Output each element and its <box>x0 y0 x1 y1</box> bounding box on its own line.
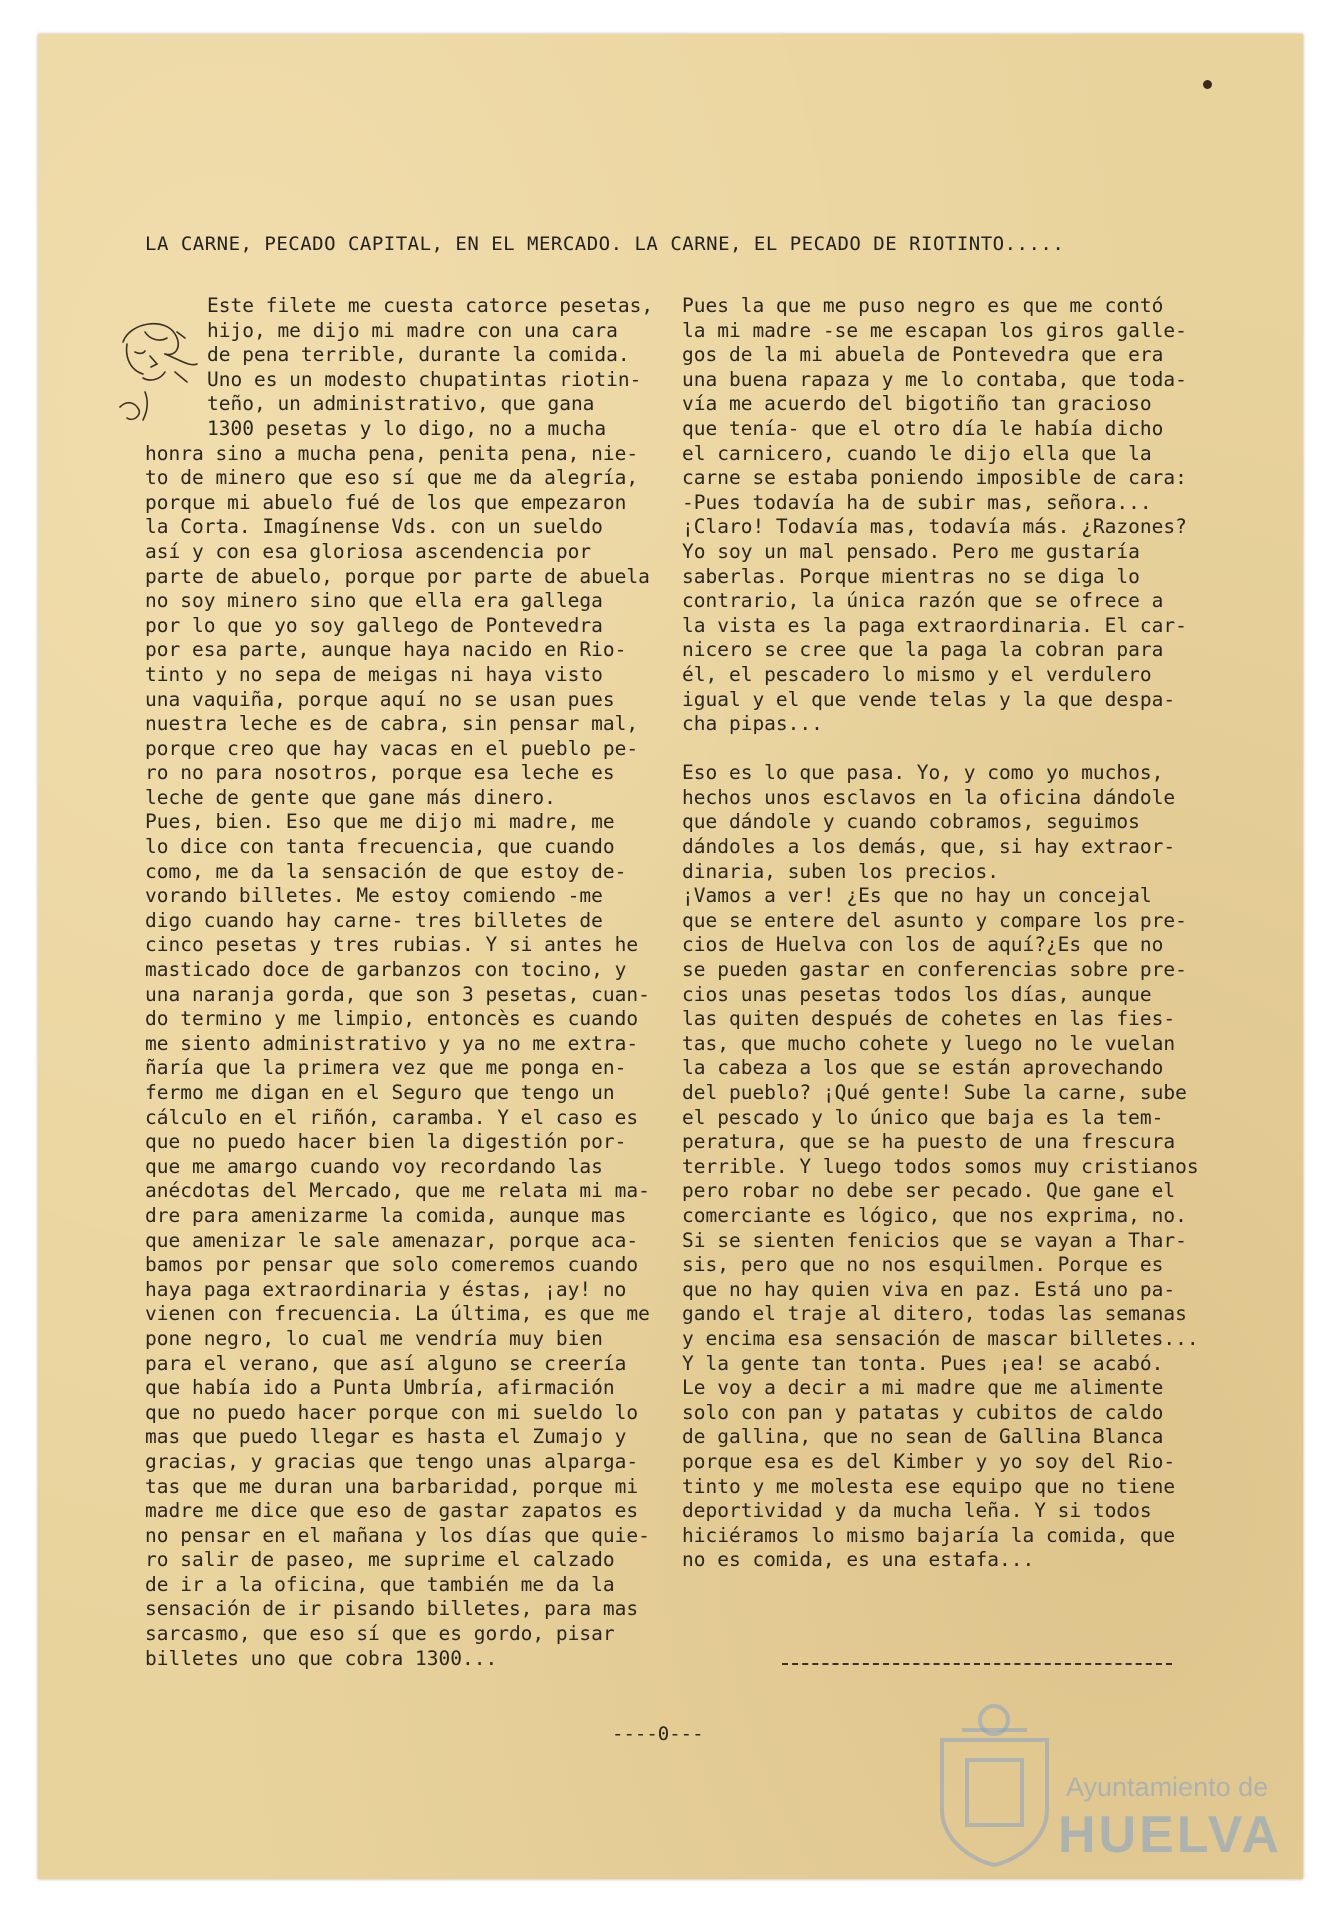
text-line: dre para amenizarme la comida, aunque mas <box>145 1203 627 1227</box>
text-line: que tenía- que el otro día le había dicho <box>682 416 1164 440</box>
article-title: LA CARNE, PECADO CAPITAL, EN EL MERCADO. LA CARNE, EL PECADO DE RIOTINTO..... <box>145 233 1065 255</box>
text-line: cha pipas... <box>682 712 823 736</box>
text-line: Eso es lo que pasa. Yo, y como yo muchos, <box>682 761 1164 785</box>
text-line: que había ido a Punta Umbría, afirmación <box>145 1376 615 1400</box>
text-line: Le voy a decir a mi madre que me alimente <box>682 1376 1164 1400</box>
text-line: Pues la que me puso negro es que me contó <box>682 294 1164 317</box>
watermark-line2: HUELVA <box>1058 1806 1283 1864</box>
text-line: hechos unos esclavos en la oficina dándole <box>682 785 1176 809</box>
text-line: cios unas pesetas todos los días, aunque <box>682 982 1152 1006</box>
right-column <box>682 294 1199 1573</box>
text-line: el pescado y lo único que baja es la tem- <box>682 1105 1164 1129</box>
text-line: él, el pescadero lo mismo y el verdulero <box>682 662 1152 686</box>
text-line: teño, un administrativo, que gana <box>207 392 595 416</box>
text-line: que no puedo hacer bien la digestión por- <box>145 1130 627 1154</box>
text-line: que se entere del asunto y compare los pre- <box>682 908 1187 932</box>
text-line: para el verano, que así alguno se creería <box>145 1351 627 1375</box>
text-line: igual y el que vende telas y la que despa- <box>682 687 1176 711</box>
text-line: -Pues todavía ha de subir mas, señora... <box>682 490 1152 514</box>
text-line: terrible. Y luego todos somos muy cristianos <box>682 1154 1199 1178</box>
left-column <box>145 294 653 1671</box>
text-line: tinto y no sepa de meigas ni haya visto <box>145 662 603 686</box>
text-line: ñaría que la primera vez que me ponga en- <box>145 1056 627 1080</box>
text-line: pero robar no debe ser pecado. Que gane el <box>682 1179 1176 1203</box>
text-line: gando el traje al ditero, todas las semanas <box>682 1302 1187 1326</box>
text-line: to de minero que eso sí que me da alegría, <box>145 466 639 490</box>
text-line: digo cuando hay carne- tres billetes de <box>145 908 603 932</box>
text-line: Y la gente tan tonta. Pues ¡ea! se acabó. <box>682 1351 1164 1375</box>
text-line: nicero se cree que la paga la cobran para <box>682 638 1164 662</box>
text-line: hiciéramos lo mismo bajaría la comida, que <box>682 1523 1176 1547</box>
text-line: pone negro, lo cual me vendría muy bien <box>145 1326 603 1350</box>
text-line: deportividad y da mucha leña. Y si todos <box>682 1499 1152 1523</box>
text-line: saberlas. Porque mientras no se diga lo <box>682 564 1140 588</box>
text-line: fermo me digan en el Seguro que tengo un <box>145 1081 615 1104</box>
text-line: cálculo en el riñón, caramba. Y el caso es <box>145 1105 639 1129</box>
text-line: comerciante es lógico, que nos exprima, no. <box>682 1203 1187 1227</box>
text-line: sensación de ir pisando billetes, para mas <box>145 1597 639 1621</box>
text-line: de ir a la oficina, que también me da la <box>145 1572 615 1596</box>
text-line: sarcasmo, que eso sí que es gordo, pisar <box>145 1622 615 1646</box>
text-line: dinaria, suben los precios. <box>682 859 999 883</box>
text-line: la vista es la paga extraordinaria. El car- <box>682 613 1187 637</box>
text-line: nuestra leche es de cabra, sin pensar mal, <box>145 712 639 736</box>
text-line: Pues, bien. Eso que me dijo mi madre, me <box>145 810 615 834</box>
text-line: por lo que yo soy gallego de Pontevedra <box>145 613 603 637</box>
text-line: que no puedo hacer porque con mi sueldo lo <box>145 1400 639 1424</box>
text-line: ro no para nosotros, porque esa leche es <box>145 761 615 785</box>
text-line: peratura, que se ha puesto de una frescura <box>682 1130 1176 1154</box>
text-line: se pueden gastar en conferencias sobre pre- <box>682 958 1187 982</box>
text-line: 1300 pesetas y lo digo, no a mucha <box>207 416 607 440</box>
text-line: la Corta. Imagínense Vds. con un sueldo <box>145 515 603 539</box>
text-line: la cabeza a los que se están aprovechando <box>682 1056 1164 1080</box>
text-line: bamos por pensar que solo comeremos cuando <box>145 1253 639 1277</box>
text-line: tinto y me molesta ese equipo que no tiene <box>682 1474 1176 1498</box>
text-line: vienen con frecuencia. La última, es que me <box>145 1302 650 1326</box>
text-line: la mi madre -se me escapan los giros galle- <box>682 318 1187 342</box>
text-line: masticado doce de garbanzos con tocino, y <box>145 958 627 982</box>
text-line: que amenizar le sale amenazar, porque aca- <box>145 1228 639 1252</box>
text-line: no es comida, es una estafa... <box>682 1548 1035 1572</box>
text-line: ¡Claro! Todavía mas, todavía más. ¿Razones? <box>682 515 1187 539</box>
text-line: me siento administrativo y ya no me extra- <box>145 1031 639 1055</box>
text-line: de pena terrible, durante la comida. <box>207 343 630 367</box>
text-line: gos de la mi abuela de Pontevedra que era <box>682 343 1164 367</box>
text-line: cinco pesetas y tres rubias. Y si antes he <box>145 933 639 957</box>
text-line: no soy minero sino que ella era gallega <box>145 589 603 613</box>
separator-line <box>782 1663 1172 1665</box>
text-line: sis, pero que no nos esquilmen. Porque es <box>682 1253 1164 1277</box>
text-line: Uno es un modesto chupatintas riotin- <box>207 367 642 391</box>
text-line: porque creo que hay vacas en el pueblo pe- <box>145 736 639 760</box>
text-line: dándoles a los demás, que, si hay extraor- <box>682 835 1176 859</box>
text-line: tas, que mucho cohete y luego no le vuelan <box>682 1031 1176 1055</box>
text-line: por esa parte, aunque haya nacido en Rio- <box>145 638 627 662</box>
text-line: hijo, me dijo mi madre con una cara <box>207 318 618 342</box>
watermark-line1: Ayuntamiento de <box>1066 1772 1269 1802</box>
text-line: porque esa es del Kimber y yo soy del Rio- <box>682 1449 1176 1473</box>
text-line: mas que puedo llegar es hasta el Zumajo y <box>145 1425 627 1449</box>
text-line: do termino y me limpio, entoncès es cuando <box>145 1007 639 1031</box>
text-line: una vaquiña, porque aquí no se usan pues <box>145 687 615 711</box>
text-line: porque mi abuelo fué de los que empezaron <box>145 490 627 514</box>
text-line: billetes uno que cobra 1300... <box>145 1646 498 1670</box>
text-line: solo con pan y patatas y cubitos de caldo <box>682 1400 1164 1424</box>
text-line: madre me dice que eso de gastar zapatos es <box>145 1499 639 1523</box>
text-line: tas que me duran una barbaridad, porque mi <box>145 1474 639 1498</box>
text-line: una buena rapaza y me lo contaba, que toda- <box>682 367 1187 391</box>
end-mark: ----0--- <box>612 1723 704 1745</box>
text-line: que me amargo cuando voy recordando las <box>145 1154 603 1178</box>
text-line: no pensar en el mañana y los días que quie- <box>145 1523 650 1547</box>
text-line: Si se sienten fenicios que se vayan a Thar- <box>682 1228 1187 1252</box>
paragraph-gap <box>682 737 1199 762</box>
text-line: así y con esa gloriosa ascendencia por <box>145 539 592 563</box>
text-line: de gallina, que no sean de Gallina Blanca <box>682 1425 1164 1449</box>
text-line: vía me acuerdo del bigotiño tan gracioso <box>682 392 1152 416</box>
text-line: que no hay quien viva en paz. Está uno pa- <box>682 1277 1176 1301</box>
text-line: el carnicero, cuando le dijo ella que la <box>682 441 1152 465</box>
text-line: honra sino a mucha pena, penita pena, nie- <box>145 441 639 465</box>
text-line: Yo soy un mal pensado. Pero me gustaría <box>682 539 1140 563</box>
text-line: Este filete me cuesta catorce pesetas, <box>207 294 654 317</box>
text-line: anécdotas del Mercado, que me relata mi ma- <box>145 1179 650 1203</box>
text-line: parte de abuelo, porque por parte de abuela <box>145 564 650 588</box>
text-line: gracias, y gracias que tengo unas alparga- <box>145 1449 639 1473</box>
text-line: como, me da la sensación de que estoy de- <box>145 859 627 883</box>
text-line: lo dice con tanta frecuencia, que cuando <box>145 835 615 859</box>
text-line: las quiten después de cohetes en las fies- <box>682 1007 1176 1031</box>
text-line: y encima esa sensación de mascar billetes... <box>682 1326 1199 1350</box>
text-line: contrario, la única razón que se ofrece a <box>682 589 1164 613</box>
text-line: que dándole y cuando cobramos, seguimos <box>682 810 1140 834</box>
text-line: ¡Vamos a ver! ¿Es que no hay un concejal <box>682 884 1152 908</box>
text-line: ro salir de paseo, me suprime el calzado <box>145 1548 615 1572</box>
text-line: haya paga extraordinaria y éstas, ¡ay! no <box>145 1277 627 1301</box>
text-line: carne se estaba poniendo imposible de cara: <box>682 466 1187 490</box>
text-line: cios de Huelva con los de aquí?¿Es que no <box>682 933 1164 957</box>
ink-stain <box>1203 80 1212 89</box>
text-line: leche de gente que gane más dinero. <box>145 785 556 809</box>
text-line: vorando billetes. Me estoy comiendo -me <box>145 884 603 908</box>
text-line: una naranja gorda, que son 3 pesetas, cuan- <box>145 982 650 1006</box>
text-line: del pueblo? ¡Qué gente! Sube la carne, sube <box>682 1081 1187 1104</box>
